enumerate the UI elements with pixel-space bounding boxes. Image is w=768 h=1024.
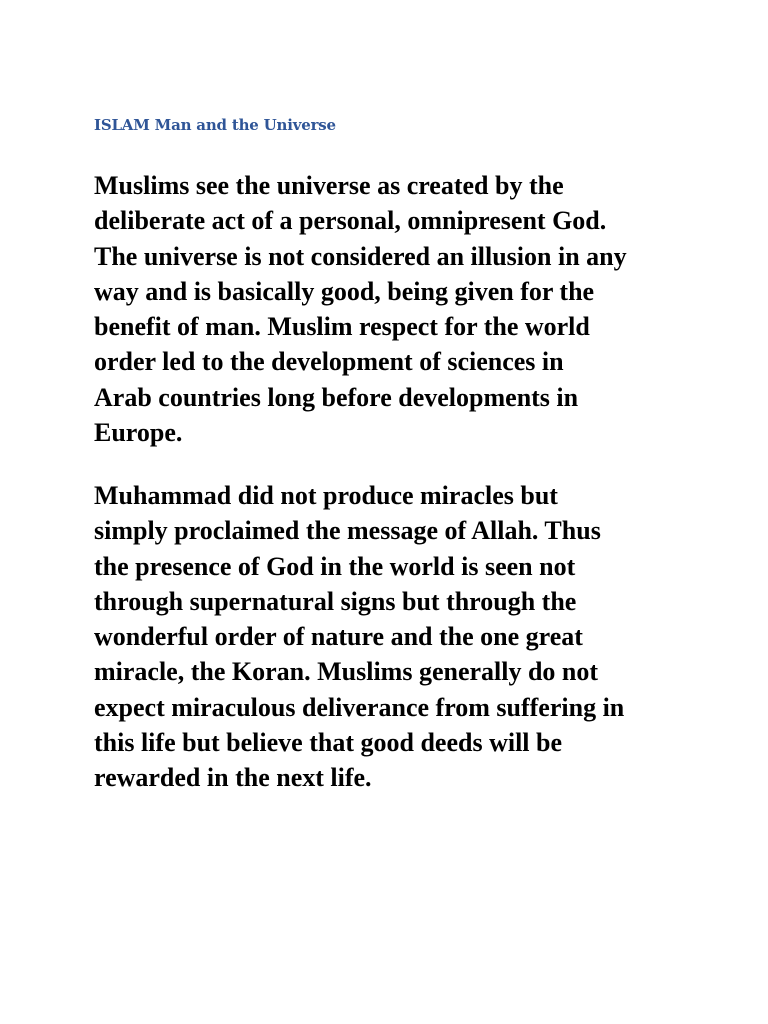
paragraph-line: this life but believe that good deeds will be <box>94 728 563 758</box>
paragraph-line: Europe. <box>94 418 183 448</box>
paragraph-line: expect miraculous deliverance from suffering in <box>94 692 625 722</box>
paragraph-1 <box>94 168 694 450</box>
paragraph-line: Muslims see the universe as created by the <box>94 171 564 200</box>
paragraph-2 <box>94 478 694 796</box>
paragraph-line: through supernatural signs but through the <box>94 586 577 616</box>
paragraph-line: wonderful order of nature and the one great <box>94 622 583 652</box>
paragraph-line: deliberate act of a personal, omnipresent God. <box>94 206 607 236</box>
paragraph-line: way and is basically good, being given for the <box>94 276 595 306</box>
paragraph-line: Arab countries long before developments in <box>94 382 579 412</box>
paragraph-line: Muhammad did not produce miracles but <box>94 481 558 510</box>
paragraph-line: rewarded in the next life. <box>94 763 372 793</box>
paragraph-line: benefit of man. Muslim respect for the world <box>94 312 590 342</box>
paragraph-line: simply proclaimed the message of Allah. Thus <box>94 516 601 546</box>
paragraph-line: the presence of God in the world is seen not <box>94 551 576 581</box>
paragraph-line: The universe is not considered an illusion in any <box>94 241 627 271</box>
paragraph-line: miracle, the Koran. Muslims generally do not <box>94 657 599 687</box>
paragraph-line: order led to the development of sciences in <box>94 347 564 377</box>
document-title: ISLAM Man and the Universe <box>94 116 336 134</box>
